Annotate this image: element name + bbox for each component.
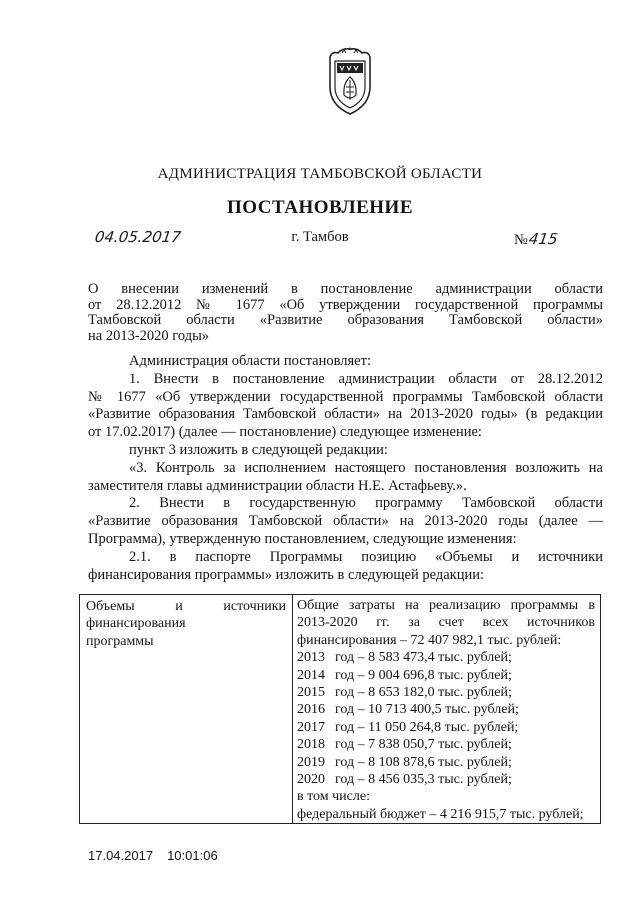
document-body: [88, 353, 603, 584]
body-line: финансирования программы» изложить в следующей редакции:: [88, 566, 485, 583]
body-line: Программа), утвержденную постановлением, следующие изменения:: [88, 530, 517, 547]
footer-date: 17.04.2017: [88, 848, 154, 863]
year-label: 2017: [297, 719, 325, 735]
year-label: 2020: [297, 771, 325, 787]
footer-time: 10:01:06: [167, 848, 218, 863]
year-line: [297, 701, 595, 718]
label-line: программы: [86, 633, 154, 649]
year-label: 2016: [297, 702, 325, 718]
body-line: «Развитие образования Тамбовской области» на 2013-2020 годы» (в редакции: [88, 406, 603, 423]
handwritten-date: 04.05.2017: [93, 228, 183, 246]
year-line: [297, 649, 595, 666]
year-line: [297, 771, 595, 788]
subject-line: от 28.12.2012 № 1677 «Об утверждении государственной программы: [88, 296, 603, 313]
label-line: Объемы и источники: [86, 599, 286, 614]
value-line: 2013-2020 гг. за счет всех источников: [297, 615, 595, 631]
coat-of-arms-emblem: [322, 47, 378, 117]
city-label: г. Тамбов: [291, 229, 349, 245]
print-timestamp: [88, 848, 218, 863]
document-subject: [88, 282, 603, 344]
year-line: [297, 754, 595, 771]
year-line: [297, 719, 595, 736]
year-label: 2015: [297, 684, 325, 700]
value-line: Общие затраты на реализацию программы в: [297, 598, 595, 613]
document-number: [514, 230, 557, 249]
value-line: в том числе:: [297, 789, 370, 805]
body-line: № 1677 «Об утверждении государственной программы Тамбовской области: [88, 388, 603, 405]
year-line: [297, 736, 595, 753]
handwritten-number: 415: [527, 230, 559, 248]
value-line: федеральный бюджет – 4 216 915,7 тыс. рублей;: [297, 806, 584, 822]
body-line: 1. Внести в постановление администрации области от 28.12.2012: [129, 370, 603, 387]
year-line: [297, 667, 595, 684]
body-line: от 17.02.2017) (далее — постановление) следующее изменение:: [88, 424, 482, 441]
body-line: 2. Внести в государственную программу Тамбовской области: [129, 495, 603, 512]
year-amount: год – 8 583 473,4 тыс. рублей;: [335, 650, 512, 666]
year-line: [297, 684, 595, 701]
subject-line: на 2013-2020 годы»: [88, 327, 210, 344]
body-line: 2.1. в паспорте Программы позицию «Объемы и источники: [129, 548, 603, 565]
table-cell-values: [293, 595, 601, 824]
subject-line: О внесении изменений в постановление администрации области: [88, 281, 603, 297]
financing-table: [79, 594, 601, 824]
year-amount: год – 8 653 182,0 тыс. рублей;: [335, 684, 512, 700]
year-label: 2013: [297, 650, 325, 666]
year-label: 2014: [297, 667, 325, 683]
body-line: «Развитие образования Тамбовской области» на 2013-2020 годы (далее —: [88, 513, 603, 530]
year-label: 2018: [297, 737, 325, 753]
year-amount: год – 8 108 878,6 тыс. рублей;: [335, 754, 512, 770]
value-line: финансирования – 72 407 982,1 тыс. рублей:: [297, 632, 562, 648]
body-line: Администрация области постановляет:: [129, 353, 371, 369]
subject-line: Тамбовской области «Развитие образования Тамбовской области»: [88, 312, 603, 328]
organization-name: АДМИНИСТРАЦИЯ ТАМБОВСКОЙ ОБЛАСТИ: [157, 166, 483, 182]
year-amount: год – 10 713 400,5 тыс. рублей;: [335, 702, 519, 718]
number-prefix: №: [514, 232, 528, 248]
table-row: [80, 595, 601, 824]
body-line: «3. Контроль за исполнением настоящего постановления возложить на: [129, 459, 603, 476]
document-type-title: ПОСТАНОВЛЕНИЕ: [226, 197, 414, 218]
body-line: пункт 3 изложить в следующей редакции:: [129, 441, 388, 458]
year-amount: год – 7 838 050,7 тыс. рублей;: [335, 737, 512, 753]
table-cell-label: [80, 595, 293, 824]
body-line: заместителя главы администрации области Н.Е. Астафьеву.».: [88, 477, 467, 494]
year-amount: год – 11 050 264,8 тыс. рублей;: [335, 719, 519, 735]
year-label: 2019: [297, 754, 325, 770]
year-amount: год – 8 456 035,3 тыс. рублей;: [335, 771, 512, 787]
label-line: финансирования: [86, 616, 186, 632]
year-amount: год – 9 004 696,8 тыс. рублей;: [335, 667, 512, 683]
